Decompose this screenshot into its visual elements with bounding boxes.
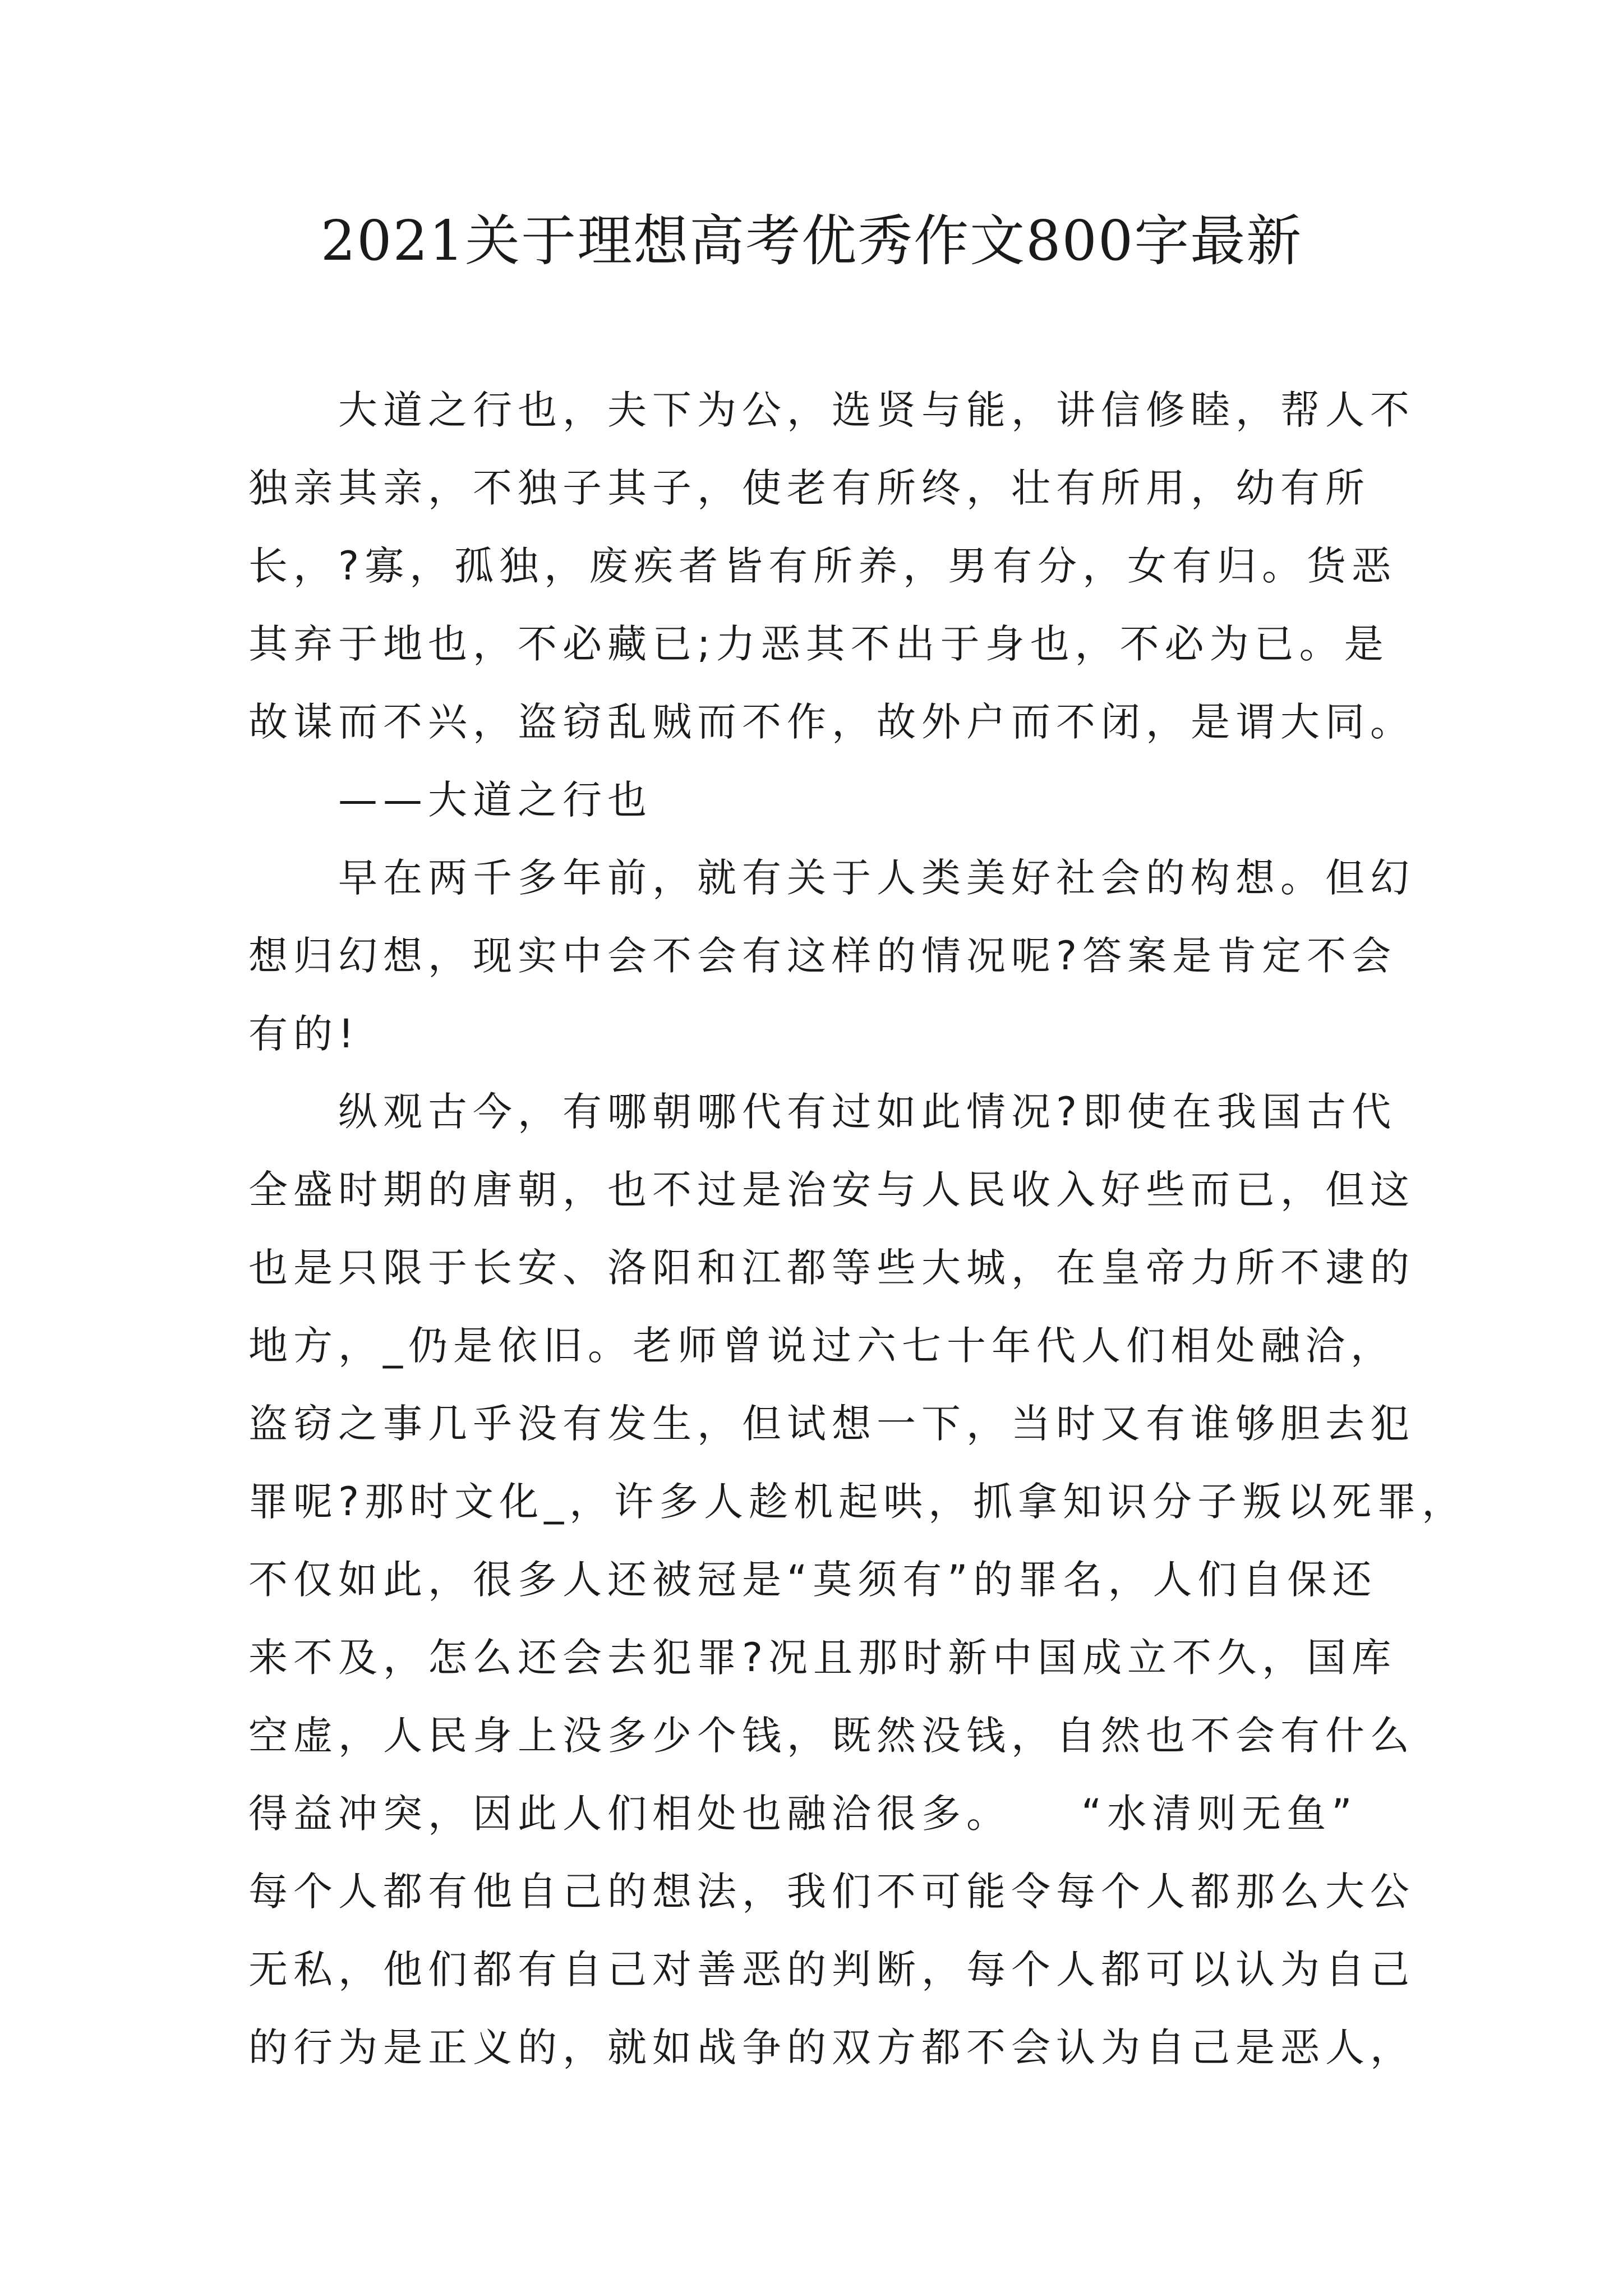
body-line: 早在两千多年前，就有关于人类美好社会的构想。但幻 (338, 855, 1415, 901)
body-line: 全盛时期的唐朝，也不过是治安与人民收入好些而已，但这 (248, 1167, 1415, 1213)
body-line: 长，?寡，孤独，废疾者皆有所养，男有分，女有归。货恶 (248, 543, 1397, 589)
body-line: 无私，他们都有自己对善恶的判断，每个人都可以认为自己 (248, 1947, 1415, 1993)
body-line: 不仅如此，很多人还被冠是“莫须有”的罪名，人们自保还 (248, 1557, 1377, 1603)
body-line: 来不及，怎么还会去犯罪?况且那时新中国成立不久，国库 (248, 1635, 1397, 1681)
document-title: 2021关于理想高考优秀作文800字最新 (320, 209, 1303, 273)
body-line: ——大道之行也 (338, 777, 652, 823)
body-line: 也是只限于长安、洛阳和江都等些大城，在皇帝力所不逮的 (248, 1245, 1415, 1291)
body-line: 罪呢?那时文化_，许多人趁机起哄，抓拿知识分子叛以死罪， (248, 1479, 1467, 1525)
body-line: 盗窃之事几乎没有发生，但试想一下，当时又有谁够胆去犯 (248, 1401, 1415, 1447)
document-body (248, 371, 1467, 2087)
body-line: 想归幻想，现实中会不会有这样的情况呢?答案是肯定不会 (248, 933, 1397, 979)
body-line: 地方，_仍是依旧。老师曾说过六七十年代人们相处融洽， (248, 1323, 1395, 1369)
body-line: 大道之行也，夫下为公，选贤与能，讲信修睦，帮人不 (338, 387, 1415, 433)
body-line: 其弃于地也，不必藏已;力恶其不出于身也，不必为已。是 (248, 621, 1389, 667)
body-line: 每个人都有他自己的想法，我们不可能令每个人都那么大公 (248, 1869, 1415, 1915)
body-line: 有的! (248, 1011, 360, 1057)
body-line: 得益冲突，因此人们相处也融洽很多。 “水清则无鱼” (248, 1791, 1358, 1837)
body-line: 纵观古今，有哪朝哪代有过如此情况?即使在我国古代 (338, 1089, 1397, 1135)
body-line: 故谋而不兴，盗窃乱贼而不作，故外户而不闭，是谓大同。 (248, 699, 1415, 745)
body-line: 的行为是正义的，就如战争的双方都不会认为自己是恶人， (248, 2024, 1415, 2070)
body-line: 空虚，人民身上没多少个钱，既然没钱，自然也不会有什么 (248, 1713, 1415, 1759)
body-line: 独亲其亲，不独子其子，使老有所终，壮有所用，幼有所 (248, 465, 1370, 511)
